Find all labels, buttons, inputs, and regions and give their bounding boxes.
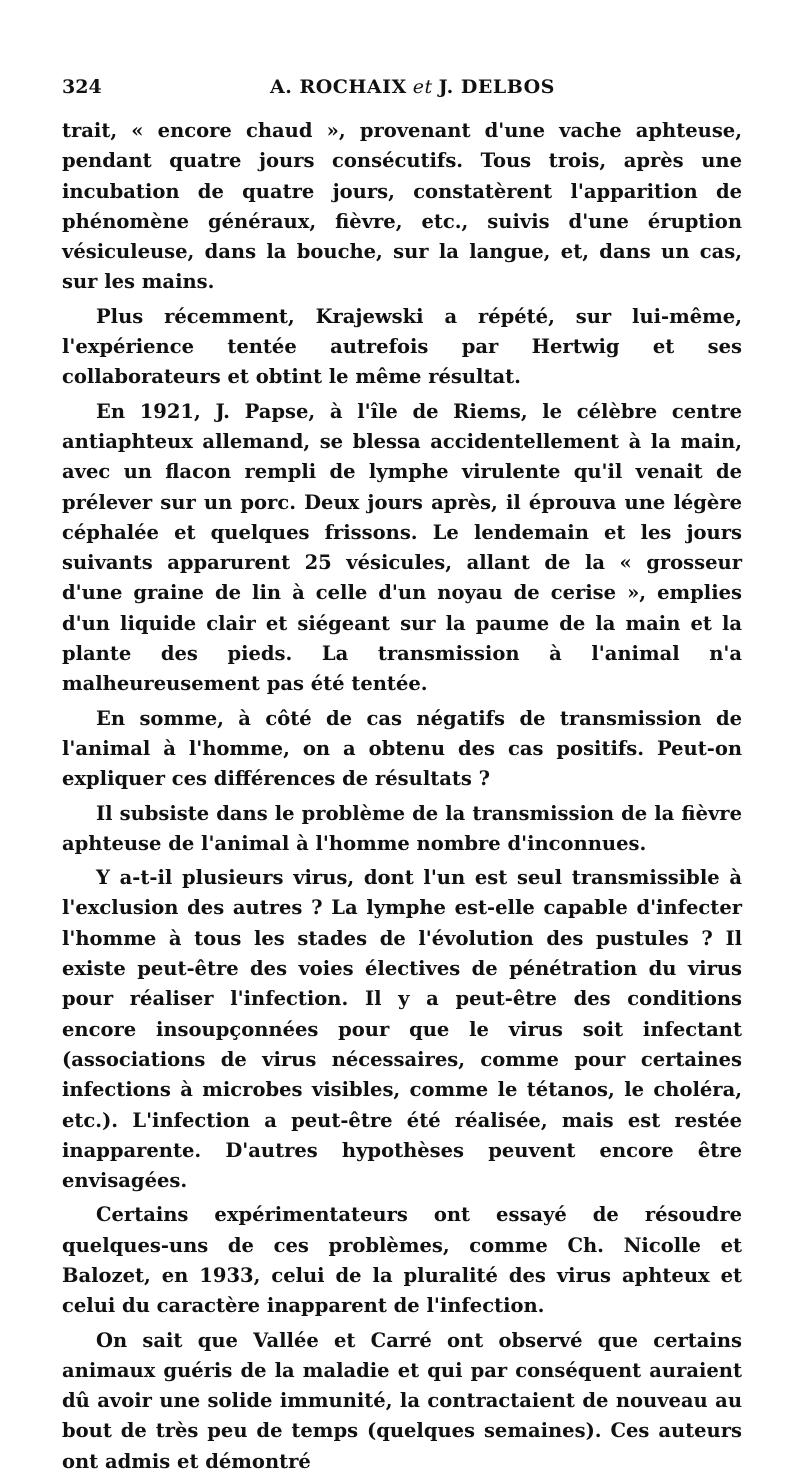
paragraph-7: Certains expérimentateurs ont essayé de résoudre quelques-uns de ces problèmes, comme Ch. Nicolle et Balozet, en 1933, celui de la pluralité des virus aphteux et celui du caractère inapparent de l'infection. bbox=[62, 1203, 742, 1318]
author-2: J. DELBOS bbox=[438, 76, 555, 98]
paragraph-4: En somme, à côté de cas négatifs de transmission de l'animal à l'homme, on a obtenu des cas positifs. Peut-on expliquer ces différences de résultats ? bbox=[62, 706, 742, 791]
paragraph-8: On sait que Vallée et Carré ont observé que certains animaux guéris de la maladie et qui par conséquent auraient dû avoir une solide immunité, la contractaient de nouveau au bout de très peu de temps (quelques semaines). Ces auteurs ont admis et démontré bbox=[62, 1328, 742, 1473]
document-page bbox=[62, 76, 742, 1481]
page-header bbox=[62, 76, 742, 98]
paragraph-5: Il subsiste dans le problème de la transmission de la fièvre aphteuse de l'animal à l'homme nombre d'inconnues. bbox=[62, 801, 742, 855]
body-text bbox=[62, 116, 742, 1477]
page-number: 324 bbox=[62, 76, 102, 98]
running-head bbox=[212, 76, 742, 98]
paragraph-2: Plus récemment, Krajewski a répété, sur lui-même, l'expérience tentée autrefois par Hertwig et ses collaborateurs et obtint le même résultat. bbox=[62, 304, 742, 389]
paragraph-3: En 1921, J. Papse, à l'île de Riems, le célèbre centre antiaphteux allemand, se blessa accidentellement à la main, avec un flacon rempli de lymphe virulente qu'il venait de prélever sur un porc. Deux jours après, il éprouva une légère céphalée et quelques frissons. Le lendemain et les jours suivants apparurent 25 vésicules, allant de la « grosseur d'une graine de lin à celle d'un noyau de cerise », emplies d'un liquide clair et siégeant sur la paume de la main et la plante des pieds. La transmission à l'animal n'a malheureusement pas été tentée. bbox=[62, 399, 742, 696]
author-separator: et bbox=[412, 76, 433, 98]
paragraph-1: trait, « encore chaud », provenant d'une vache aphteuse, pendant quatre jours consécutifs. Tous trois, après une incubation de quatre jours, constatèrent l'apparition de phénomène généraux, fièvre, etc., suivis d'une éruption vésiculeuse, dans la bouche, sur la langue, et, dans un cas, sur les mains. bbox=[62, 119, 742, 294]
paragraph-6: Y a-t-il plusieurs virus, dont l'un est seul transmissible à l'exclusion des autres ? La lymphe est-elle capable d'infecter l'homme à tous les stades de l'évolution des pustules ? Il existe peut-être des voies électives de pénétration du virus pour réaliser l'infection. Il y a peut-être des conditions encore insoupçonnées pour que le virus soit infectant (associations de virus nécessaires, comme pour certaines infections à microbes visibles, comme le tétanos, le choléra, etc.). L'infection a peut-être été réalisée, mais est restée inapparente. D'autres hypothèses peuvent encore être envisagées. bbox=[62, 866, 742, 1193]
author-1: A. ROCHAIX bbox=[270, 76, 407, 98]
